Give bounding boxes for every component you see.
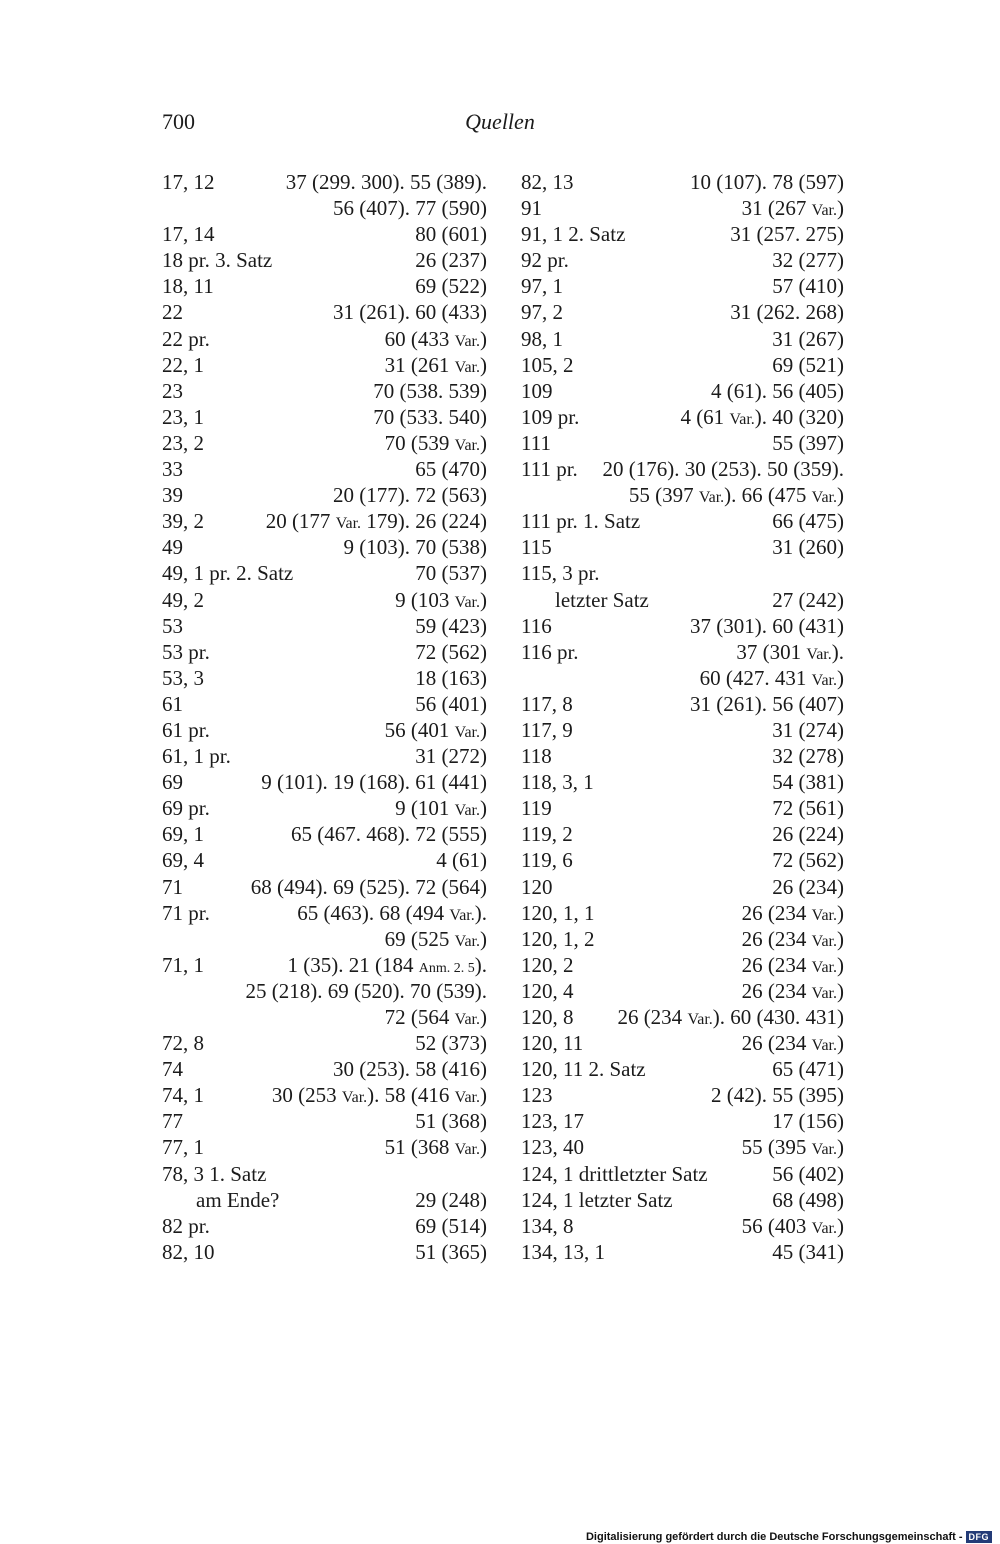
entry-citation: 120: [521, 874, 553, 899]
index-entry: [521, 1187, 844, 1213]
entry-citation: 71, 1: [162, 952, 204, 977]
index-entry: [162, 900, 487, 926]
note-mark: Anm. 2. 5: [418, 960, 475, 976]
index-entry: [162, 169, 487, 195]
entry-reference: 70 (538. 539): [373, 378, 487, 403]
entry-citation: 49: [162, 535, 183, 560]
index-entry: [521, 874, 844, 900]
entry-citation: 82, 10: [162, 1239, 215, 1264]
entry-citation: 39: [162, 483, 183, 508]
index-entry: [162, 195, 487, 221]
entry-citation: 18, 11: [162, 274, 214, 299]
index-entry: [521, 900, 844, 926]
entry-reference: 56 (407). 77 (590): [333, 196, 487, 221]
index-entry: [521, 1213, 844, 1239]
index-entry: [162, 952, 487, 978]
entry-citation: 53, 3: [162, 665, 204, 690]
variant-mark: Var.: [454, 332, 480, 350]
variant-mark: Var.: [811, 1141, 837, 1159]
variant-mark: Var.: [449, 906, 475, 924]
variant-mark: Var.: [454, 358, 480, 376]
variant-mark: Var.: [335, 515, 362, 533]
entry-citation: 105, 2: [521, 352, 574, 377]
index-entry: [162, 299, 487, 325]
entry-citation: 71: [162, 874, 183, 899]
index-entry: [521, 1082, 844, 1108]
variant-mark: Var.: [341, 1089, 368, 1107]
index-entry: [162, 378, 487, 404]
entry-reference: 51 (368 Var.): [384, 1135, 487, 1160]
entry-citation: 71 pr.: [162, 900, 210, 925]
index-entry: [162, 1108, 487, 1134]
index-entry: [162, 508, 487, 534]
entry-citation: 118, 3, 1: [521, 770, 594, 795]
entry-reference: 66 (475): [772, 509, 844, 534]
entry-reference: 32 (278): [772, 744, 844, 769]
index-column-left: [162, 169, 487, 1265]
index-entry: [162, 847, 487, 873]
entry-citation: 69, 4: [162, 848, 204, 873]
entry-citation: 22 pr.: [162, 326, 210, 351]
entry-reference: 4 (61): [436, 848, 487, 873]
entry-reference: 37 (301 Var.).: [736, 639, 844, 664]
entry-reference: 20 (176). 30 (253). 50 (359).: [602, 457, 844, 482]
entry-reference: 60 (427. 431 Var.): [699, 665, 844, 690]
entry-citation: 49, 1 pr. 2. Satz: [162, 561, 294, 586]
entry-citation: 134, 8: [521, 1213, 574, 1238]
entry-citation: 111: [521, 430, 551, 455]
index-entry: [521, 378, 844, 404]
index-entry: [521, 1108, 844, 1134]
entry-reference: 55 (395 Var.): [741, 1135, 844, 1160]
index-entry: [521, 404, 844, 430]
entry-reference: 31 (267): [772, 326, 844, 351]
entry-reference: 72 (562): [772, 848, 844, 873]
entry-citation: 91, 1 2. Satz: [521, 222, 626, 247]
variant-mark: Var.: [811, 932, 837, 950]
variant-mark: Var.: [454, 802, 480, 820]
entry-reference: 72 (561): [772, 796, 844, 821]
entry-citation: 119, 6: [521, 848, 573, 873]
index-entry: [162, 769, 487, 795]
entry-citation: 134, 13, 1: [521, 1239, 605, 1264]
entry-citation: 115, 3 pr.: [521, 561, 600, 586]
entry-reference: 80 (601): [415, 222, 487, 247]
entry-citation: 82 pr.: [162, 1213, 210, 1238]
entry-citation: 123, 17: [521, 1109, 584, 1134]
entry-citation: 116 pr.: [521, 639, 579, 664]
entry-reference: 30 (253). 58 (416): [333, 1057, 487, 1082]
entry-citation: 120, 8: [521, 1005, 574, 1029]
entry-reference: 55 (397 Var.). 66 (475 Var.): [628, 483, 844, 508]
variant-mark: Var.: [811, 202, 837, 220]
entry-reference: 68 (498): [772, 1187, 844, 1212]
entry-citation: 74: [162, 1057, 183, 1082]
entry-citation: 17, 12: [162, 170, 215, 194]
index-entry: [521, 560, 844, 586]
index-entry: [162, 1161, 487, 1187]
entry-reference: 72 (564 Var.): [384, 1005, 487, 1029]
entry-reference: 31 (260): [772, 535, 844, 560]
index-entry: [162, 456, 487, 482]
index-entry: [162, 691, 487, 717]
index-entry: [521, 169, 844, 195]
entry-reference: 70 (537): [415, 561, 487, 586]
index-entry: [521, 1030, 844, 1056]
page-number: 700: [162, 109, 195, 134]
entry-reference: 72 (562): [415, 639, 487, 664]
entry-citation: 72, 8: [162, 1031, 204, 1056]
index-entry: [521, 639, 844, 665]
entry-reference: 26 (237): [415, 248, 487, 273]
entry-reference: 18 (163): [415, 665, 487, 690]
index-entry: [162, 273, 487, 299]
index-entry: [521, 743, 844, 769]
entry-citation: 97, 1: [521, 274, 563, 299]
index-entry: [521, 247, 844, 273]
entry-reference: 56 (401 Var.): [384, 717, 487, 742]
entry-citation: 39, 2: [162, 509, 204, 534]
entry-citation: 91: [521, 196, 542, 221]
index-entry: [521, 456, 844, 482]
index-entry: [521, 952, 844, 978]
index-entry: [521, 613, 844, 639]
index-entry: [162, 1239, 487, 1265]
index-entry: [162, 352, 487, 378]
index-entry: [521, 795, 844, 821]
entry-reference: 70 (533. 540): [373, 404, 487, 429]
entry-citation: 119, 2: [521, 822, 573, 847]
index-entry: [162, 1030, 487, 1056]
entry-reference: 26 (234 Var.): [741, 978, 844, 1003]
variant-mark: Var.: [806, 645, 832, 663]
entry-reference: 31 (257. 275): [730, 222, 844, 247]
index-entry: [521, 1161, 844, 1187]
entry-reference: 65 (463). 68 (494 Var.).: [297, 900, 487, 925]
variant-mark: Var.: [811, 1037, 837, 1055]
entry-reference: 1 (35). 21 (184 Anm. 2. 5).: [287, 952, 487, 977]
variant-mark: Var.: [454, 436, 480, 454]
entry-citation: 120, 4: [521, 978, 574, 1003]
entry-citation: 33: [162, 457, 183, 482]
index-entry: [521, 352, 844, 378]
entry-reference: 31 (261). 60 (433): [333, 300, 487, 325]
index-entry: [162, 326, 487, 352]
variant-mark: Var.: [454, 932, 480, 950]
index-entry: [521, 717, 844, 743]
entry-citation: 120, 11 2. Satz: [521, 1057, 646, 1082]
entry-reference: 31 (267 Var.): [741, 196, 844, 221]
index-entry: [521, 1056, 844, 1082]
entry-citation: 53: [162, 613, 183, 638]
entry-citation: 78, 3 1. Satz: [162, 1161, 267, 1186]
index-entry: [162, 534, 487, 560]
entry-reference: 65 (467. 468). 72 (555): [291, 822, 487, 847]
entry-citation: 124, 1 letzter Satz: [521, 1187, 673, 1212]
index-entry: [521, 195, 844, 221]
index-entry: [521, 978, 844, 1004]
index-entry: [521, 221, 844, 247]
entry-reference: 69 (522): [415, 274, 487, 299]
dfg-logo: DFG: [966, 1531, 993, 1543]
entry-citation: 111 pr.: [521, 457, 578, 482]
index-entry: [521, 534, 844, 560]
entry-reference: 31 (274): [772, 717, 844, 742]
entry-citation: am Ende?: [196, 1187, 280, 1212]
entry-citation: 77: [162, 1109, 183, 1134]
entry-reference: 9 (101). 19 (168). 61 (441): [261, 770, 487, 795]
entry-citation: 124, 1 drittletzter Satz: [521, 1161, 708, 1186]
entry-reference: 26 (234 Var.): [741, 952, 844, 977]
index-entry: [521, 1239, 844, 1265]
index-entry: [162, 795, 487, 821]
entry-reference: 17 (156): [772, 1109, 844, 1134]
entry-reference: 26 (224): [772, 822, 844, 847]
index-entry: [162, 482, 487, 508]
entry-reference: 20 (177). 72 (563): [333, 483, 487, 508]
index-entry: [521, 847, 844, 873]
entry-citation: 117, 9: [521, 717, 573, 742]
entry-reference: 9 (101 Var.): [395, 796, 487, 821]
entry-citation: 119: [521, 796, 552, 821]
entry-reference: 31 (262. 268): [730, 300, 844, 325]
variant-mark: Var.: [811, 906, 837, 924]
entry-reference: 4 (61 Var.). 40 (320): [680, 404, 844, 429]
index-entry: [162, 1187, 487, 1213]
index-entry: [521, 299, 844, 325]
entry-reference: 32 (277): [772, 248, 844, 273]
entry-citation: 116: [521, 613, 552, 638]
index-entry: [521, 273, 844, 299]
index-entry: [162, 978, 487, 1004]
index-entry: [162, 560, 487, 586]
entry-citation: 69 pr.: [162, 796, 210, 821]
variant-mark: Var.: [811, 489, 837, 507]
entry-citation: 109 pr.: [521, 404, 580, 429]
entry-reference: 54 (381): [772, 770, 844, 795]
variant-mark: Var.: [454, 1011, 480, 1028]
entry-reference: 10 (107). 78 (597): [690, 170, 844, 194]
index-entry: [162, 743, 487, 769]
entry-reference: 37 (301). 60 (431): [690, 613, 844, 638]
entry-citation: 120, 2: [521, 952, 574, 977]
entry-reference: 30 (253 Var.). 58 (416 Var.): [271, 1083, 487, 1108]
entry-reference: 51 (368): [415, 1109, 487, 1134]
index-entry: [162, 587, 487, 613]
entry-reference: 70 (539 Var.): [384, 430, 487, 455]
entry-reference: 56 (402): [772, 1161, 844, 1186]
index-entry: [162, 430, 487, 456]
entry-citation: 69, 1: [162, 822, 204, 847]
footer-credit-text: Digitalisierung gefördert durch die Deutsche Forschungsgemeinschaft -: [585, 1531, 963, 1543]
entry-reference: 31 (261 Var.): [384, 352, 487, 377]
index-entry: [521, 691, 844, 717]
entry-reference: 45 (341): [772, 1239, 844, 1264]
entry-reference: 26 (234 Var.): [741, 900, 844, 925]
index-entry: [162, 1213, 487, 1239]
entry-citation: 61, 1 pr.: [162, 744, 231, 769]
entry-reference: 60 (433 Var.): [384, 326, 487, 351]
entry-citation: 61: [162, 691, 183, 716]
entry-reference: 52 (373): [415, 1031, 487, 1056]
entry-reference: 26 (234 Var.). 60 (430. 431): [617, 1005, 844, 1029]
index-entry: [521, 769, 844, 795]
index-entry: [521, 482, 844, 508]
entry-citation: 22, 1: [162, 352, 204, 377]
entry-reference: 27 (242): [772, 587, 844, 612]
entry-reference: 69 (514): [415, 1213, 487, 1238]
entry-reference: 68 (494). 69 (525). 72 (564): [250, 874, 487, 899]
index-entry: [521, 1134, 844, 1160]
variant-mark: Var.: [811, 958, 837, 976]
index-entry: [162, 1082, 487, 1108]
index-entry: [162, 1134, 487, 1160]
index-entry: [521, 821, 844, 847]
index-entry: [162, 874, 487, 900]
index-entry: [521, 508, 844, 534]
entry-citation: 23, 2: [162, 430, 204, 455]
entry-reference: 9 (103). 70 (538): [343, 535, 487, 560]
entry-citation: 120, 1, 2: [521, 926, 595, 951]
variant-mark: Var.: [698, 489, 725, 507]
entry-reference: 56 (403 Var.): [741, 1213, 844, 1238]
entry-citation: 118: [521, 744, 552, 769]
entry-citation: 69: [162, 770, 183, 795]
entry-reference: 29 (248): [415, 1187, 487, 1212]
entry-citation: 74, 1: [162, 1083, 204, 1108]
entry-reference: 56 (401): [415, 691, 487, 716]
entry-reference: 26 (234 Var.): [741, 926, 844, 951]
entry-reference: 4 (61). 56 (405): [711, 378, 844, 403]
entry-reference: 69 (521): [772, 352, 844, 377]
index-entry: [162, 639, 487, 665]
entry-citation: 120, 11: [521, 1031, 584, 1056]
entry-citation: 17, 14: [162, 222, 215, 247]
entry-citation: 98, 1: [521, 326, 563, 351]
variant-mark: Var.: [687, 1011, 713, 1028]
page-title: Quellen: [465, 109, 535, 134]
entry-citation: 22: [162, 300, 183, 325]
entry-citation: 82, 13: [521, 170, 574, 194]
index-entry: [162, 1056, 487, 1082]
index-entry: [521, 926, 844, 952]
entry-citation: 18 pr. 3. Satz: [162, 248, 273, 273]
entry-reference: 9 (103 Var.): [395, 587, 487, 612]
variant-mark: Var.: [811, 671, 837, 689]
index-entry: [162, 665, 487, 691]
index-entry: [521, 326, 844, 352]
variant-mark: Var.: [454, 1141, 480, 1159]
entry-citation: 120, 1, 1: [521, 900, 595, 925]
footer-credit: [586, 1530, 992, 1544]
entry-citation: 49, 2: [162, 587, 204, 612]
entry-reference: 31 (272): [415, 744, 487, 769]
entry-citation: 92 pr.: [521, 248, 569, 273]
entry-reference: 37 (299. 300). 55 (389).: [285, 170, 487, 194]
entry-citation: 111 pr. 1. Satz: [521, 509, 641, 534]
entry-citation: 53 pr.: [162, 639, 210, 664]
entry-reference: 59 (423): [415, 613, 487, 638]
variant-mark: Var.: [454, 1089, 480, 1107]
index-entry: [162, 404, 487, 430]
entry-reference: 57 (410): [772, 274, 844, 299]
index-entry: [162, 221, 487, 247]
variant-mark: Var.: [811, 984, 837, 1002]
index-entry: [162, 717, 487, 743]
entry-citation: 117, 8: [521, 691, 573, 716]
entry-citation: 23: [162, 378, 183, 403]
entry-citation: 97, 2: [521, 300, 563, 325]
entry-citation: 123: [521, 1083, 553, 1108]
entry-reference: 20 (177 Var. 179). 26 (224): [265, 509, 487, 534]
entry-reference: 2 (42). 55 (395): [711, 1083, 844, 1108]
entry-citation: 77, 1: [162, 1135, 204, 1160]
entry-reference: 51 (365): [415, 1239, 487, 1264]
index-entry: [162, 1004, 487, 1030]
variant-mark: Var.: [811, 1219, 837, 1237]
entry-reference: 55 (397): [772, 430, 844, 455]
entry-citation: 115: [521, 535, 552, 560]
entry-reference: 25 (218). 69 (520). 70 (539).: [245, 978, 487, 1003]
index-entry: [162, 613, 487, 639]
index-entry: [521, 587, 844, 613]
entry-reference: 65 (471): [772, 1057, 844, 1082]
entry-citation: 61 pr.: [162, 717, 210, 742]
index-entry: [521, 665, 844, 691]
entry-reference: 69 (525 Var.): [384, 926, 487, 951]
entry-citation: 23, 1: [162, 404, 204, 429]
index-column-right: [521, 169, 844, 1265]
index-entry: [162, 247, 487, 273]
variant-mark: Var.: [454, 723, 480, 741]
entry-citation: 109: [521, 378, 553, 403]
entry-citation: 123, 40: [521, 1135, 584, 1160]
index-entry: [162, 926, 487, 952]
entry-citation: letzter Satz: [555, 587, 649, 612]
index-entry: [521, 430, 844, 456]
entry-reference: 26 (234 Var.): [741, 1031, 844, 1056]
index-entry: [521, 1004, 844, 1030]
entry-reference: 26 (234): [772, 874, 844, 899]
index-entry: [162, 821, 487, 847]
variant-mark: Var.: [729, 410, 755, 428]
entry-reference: 31 (261). 56 (407): [690, 691, 844, 716]
variant-mark: Var.: [454, 593, 480, 611]
entry-reference: 65 (470): [415, 457, 487, 482]
